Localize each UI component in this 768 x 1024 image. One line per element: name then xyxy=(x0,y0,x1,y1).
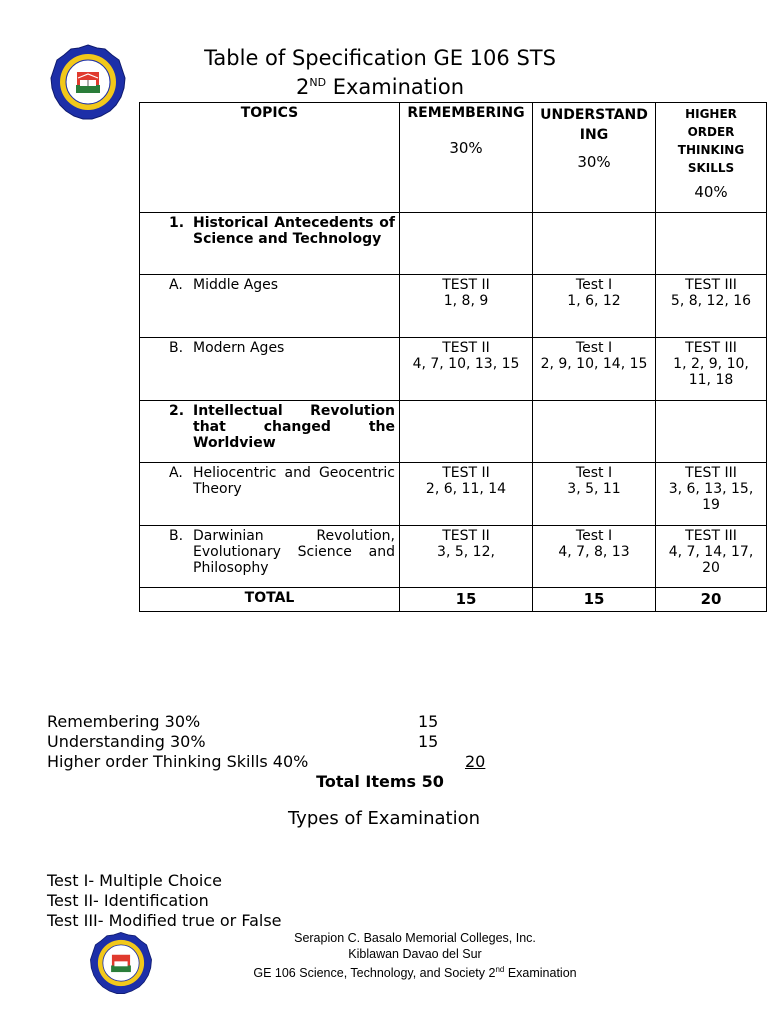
hots-cell: TEST III 3, 6, 13, 15, 19 xyxy=(656,463,767,526)
total-hots: 20 xyxy=(656,588,767,612)
types-heading: Types of Examination xyxy=(287,808,481,829)
topic-label: Historical Antecedents of Science and Technology xyxy=(193,215,395,247)
summary-row: Higher order Thinking Skills 40% 20 xyxy=(47,752,486,771)
table-header-row xyxy=(140,103,767,213)
header-remembering: REMEMBERING 30% xyxy=(400,103,533,213)
understanding-cell: Test I 1, 6, 12 xyxy=(533,275,656,338)
understanding-cell: Test I 4, 7, 8, 13 xyxy=(533,526,656,588)
total-row xyxy=(140,588,767,612)
hots-cell: TEST III 4, 7, 14, 17, 20 xyxy=(656,526,767,588)
summary-row: Understanding 30% 15 xyxy=(47,732,439,751)
understanding-cell: Test I 3, 5, 11 xyxy=(533,463,656,526)
remembering-cell: TEST II 3, 5, 12, xyxy=(400,526,533,588)
topic-label: Modern Ages xyxy=(193,340,285,356)
header-hots: HIGHER ORDER THINKING SKILLS 40% xyxy=(656,103,767,213)
total-understanding: 15 xyxy=(533,588,656,612)
item-summary xyxy=(47,712,497,772)
list-item: Test III- Modified true or False xyxy=(47,911,282,930)
topic-label: Intellectual Revolution that changed the Worldview xyxy=(193,403,395,451)
table-row: B. Modern Ages TEST II 4, 7, 10, 13, 15 Test I 2, 9, 10, 14, 15 TEST III 1, 2, 9, 10, 11, 18 xyxy=(140,338,767,401)
college-seal-logo xyxy=(48,44,128,120)
total-remembering: 15 xyxy=(400,588,533,612)
table-row: A. Heliocentric and Geocentric Theory TEST II 2, 6, 11, 14 Test I 3, 5, 11 TEST III 3, 6, 13, 15, 19 xyxy=(140,463,767,526)
test-types-list xyxy=(47,871,282,931)
table-row: 2. Intellectual Revolution that changed the Worldview xyxy=(140,401,767,463)
remembering-cell: TEST II 4, 7, 10, 13, 15 xyxy=(400,338,533,401)
list-item: Test II- Identification xyxy=(47,891,209,910)
list-item: Test I- Multiple Choice xyxy=(47,871,222,890)
topic-label: Heliocentric and Geocentric Theory xyxy=(193,465,395,497)
total-items: Total Items 50 xyxy=(316,772,444,791)
topic-label: Middle Ages xyxy=(193,277,279,293)
hots-cell: TEST III 1, 2, 9, 10, 11, 18 xyxy=(656,338,767,401)
document-subtitle: 2ND Examination xyxy=(295,75,464,99)
document-title: Table of Specification GE 106 STS xyxy=(204,46,556,70)
remembering-cell: TEST II 1, 8, 9 xyxy=(400,275,533,338)
summary-row: Remembering 30% 15 xyxy=(47,712,439,731)
header-topics: TOPICS xyxy=(140,103,400,213)
specification-table xyxy=(139,102,767,612)
hots-cell: TEST III 5, 8, 12, 16 xyxy=(656,275,767,338)
page-footer: Serapion C. Basalo Memorial Colleges, Inc. Kiblawan Davao del Sur GE 106 Science, Technology, and Society 2nd Examination xyxy=(253,931,577,981)
table-row: 1. Historical Antecedents of Science and Technology xyxy=(140,213,767,275)
total-label: TOTAL xyxy=(140,588,400,612)
topic-label: Darwinian Revolution, Evolutionary Science and Philosophy xyxy=(193,528,395,576)
table-row: A. Middle Ages TEST II 1, 8, 9 Test I 1, 6, 12 TEST III 5, 8, 12, 16 xyxy=(140,275,767,338)
understanding-cell: Test I 2, 9, 10, 14, 15 xyxy=(533,338,656,401)
table-row: B. Darwinian Revolution, Evolutionary Science and Philosophy TEST II 3, 5, 12, Test I 4, 7, 8, 13 TEST III 4, 7, 14, 17, 20 xyxy=(140,526,767,588)
remembering-cell: TEST II 2, 6, 11, 14 xyxy=(400,463,533,526)
header-understanding: UNDERSTAND ING 30% xyxy=(533,103,656,213)
